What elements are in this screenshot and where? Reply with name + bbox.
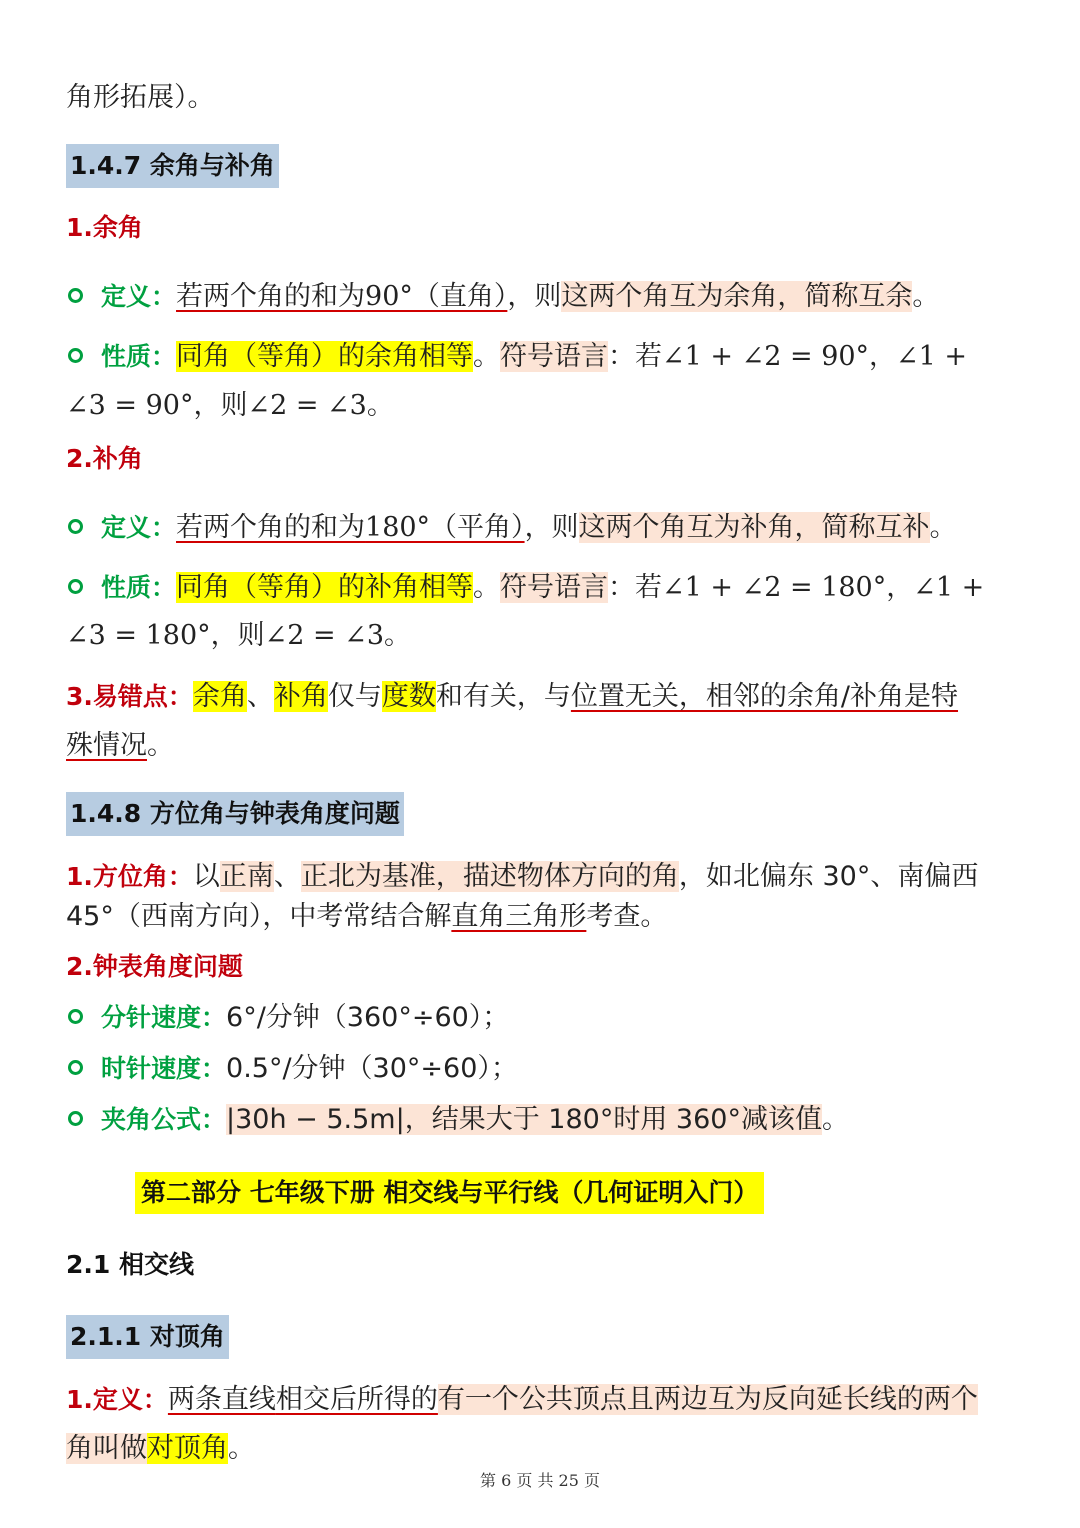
- vertical-angle-definition: 1.定义：两条直线相交后所得的有一个公共顶点且两边互为反向延长线的两个: [66, 1384, 978, 1415]
- page-footer: 第 6 页 共 25 页: [480, 1471, 600, 1490]
- section-heading-2-1: 2.1 相交线: [66, 1250, 194, 1279]
- section-heading-2-1-1: 2.1.1 对顶角: [66, 1315, 229, 1359]
- hour-hand-speed: 时针速度：0.5°/分钟（30°÷60）；: [66, 1045, 518, 1093]
- complementary-property-cont: ∠3 = 90°，则∠2 = ∠3。: [66, 390, 394, 421]
- bullet-icon: [68, 288, 83, 303]
- vertical-angle-definition-cont: 角叫做对顶角。: [66, 1433, 255, 1464]
- common-mistakes: 3.易错点：余角、补角仅与度数和有关，与位置无关，相邻的余角/补角是特: [66, 681, 959, 712]
- part-two-banner: 第二部分 七年级下册 相交线与平行线（几何证明入门）: [135, 1172, 764, 1214]
- bullet-icon: [68, 579, 83, 594]
- bullet-icon: [68, 1060, 83, 1075]
- minute-hand-speed: 分针速度：6°/分钟（360°÷60）；: [66, 994, 509, 1042]
- subheading-clock: 2.钟表角度问题: [66, 952, 243, 981]
- bullet-icon: [68, 1111, 83, 1126]
- subheading-supplementary: 2.补角: [66, 444, 143, 473]
- section-heading-1-4-7: 1.4.7 余角与补角: [66, 144, 279, 188]
- supplementary-property: 性质：同角（等角）的补角相等。符号语言：若∠1 + ∠2 = 180°，∠1 +: [66, 564, 984, 612]
- bullet-icon: [68, 519, 83, 534]
- bullet-icon: [68, 1009, 83, 1024]
- complementary-definition: 定义：若两个角的和为90°（直角），则这两个角互为余角，简称互余。: [66, 273, 939, 321]
- subheading-complementary: 1.余角: [66, 213, 143, 242]
- bearing-angle: 1.方位角：以正南、正北为基准，描述物体方向的角，如北偏东 30°、南偏西: [66, 861, 979, 892]
- continued-text: 角形拓展）。: [66, 82, 215, 113]
- section-heading-1-4-8: 1.4.8 方位角与钟表角度问题: [66, 792, 404, 836]
- angle-formula: 夹角公式：|30h − 5.5m|，结果大于 180°时用 360°减该值。: [66, 1096, 849, 1144]
- supplementary-property-cont: ∠3 = 180°，则∠2 = ∠3。: [66, 620, 412, 651]
- bearing-angle-cont: 45°（西南方向），中考常结合解直角三角形考查。: [66, 901, 668, 932]
- bullet-icon: [68, 348, 83, 363]
- supplementary-definition: 定义：若两个角的和为180°（平角），则这两个角互为补角，简称互补。: [66, 504, 957, 552]
- complementary-property: 性质：同角（等角）的余角相等。符号语言：若∠1 + ∠2 = 90°，∠1 +: [66, 333, 967, 381]
- common-mistakes-cont: 殊情况。: [66, 730, 174, 761]
